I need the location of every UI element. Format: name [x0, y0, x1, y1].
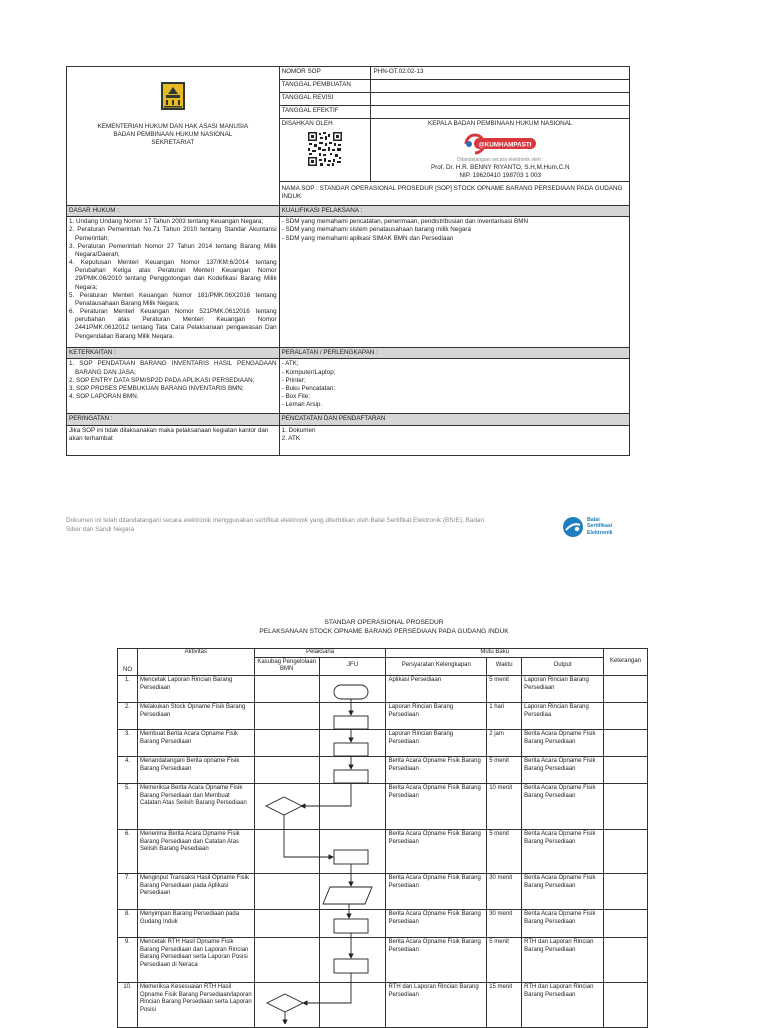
- pencatatan-cell: [279, 425, 629, 455]
- dasar-hukum-label: DASAR HUKUM :: [67, 206, 280, 217]
- dasar-hukum-item: 4. Keputusan Menteri Keuangan Nomor 137/KM.6/2014 tentang Perubahan Ketiga atas Peraturan Menteri Keuangan Nomor 29/PMK.06/2010 tentang Penggotongan dan Kodefikasi Barang Milik Negara;: [69, 259, 277, 291]
- row-persyaratan: Berita Acara Opname Fisik Barang Persediaan: [386, 873, 487, 909]
- institution-line-1: KEMENTERIAN HUKUM DAN HAK ASASI MANUSIA: [97, 123, 249, 130]
- sop-header-table: [66, 66, 630, 456]
- peralatan-item: - Buku Pencatatan;: [281, 384, 336, 392]
- tanggal-pembuatan-label: TANGGAL PEMBUATAN: [279, 80, 371, 93]
- col-no: NO: [118, 649, 138, 676]
- peralatan-label: PERALATAN / PERLENGKAPAN :: [279, 348, 629, 359]
- bsre-line-2: Sertifikasi: [587, 523, 613, 530]
- row-keterangan: [603, 982, 647, 1027]
- row-output: Berita Acara Opname Fisik Barang Persediaan: [522, 909, 604, 937]
- row-output: RTH dan Laporan Rincian Barang Persediaan: [522, 937, 604, 982]
- signer-name: Prof. Dr. H.R. BENNY RIYANTO, S.H,M.Hum,C.N: [430, 163, 570, 171]
- pencatatan-item: 1. Dokumen: [281, 426, 316, 434]
- row-no: 7.: [118, 873, 138, 909]
- row-waktu: 5 menit: [487, 675, 522, 702]
- row-persyaratan: Aplikasi Persediaan: [386, 675, 487, 702]
- row-output: Berita Acara Opname Fisik Barang Persediaan: [522, 873, 604, 909]
- tanggal-revisi-value: [371, 93, 630, 106]
- table-row: [118, 702, 648, 729]
- procedure-title-1: STANDAR OPERASIONAL PROSEDUR: [324, 619, 444, 626]
- row-output: RTH dan Laporan Rincian Barang Persediaan: [522, 982, 604, 1027]
- row-jfu: [319, 729, 386, 756]
- table-row: [118, 729, 648, 756]
- peralatan-item: - Box File;: [281, 393, 310, 401]
- col-aktivitas: Aktivitas: [137, 649, 254, 676]
- row-persyaratan: Berita Acara Opname Fisik Barang Persediaan: [386, 909, 487, 937]
- row-kasubag: [254, 702, 319, 729]
- col-persyaratan: Persyaratan Kelengkapan: [386, 657, 487, 675]
- procedure-title-2: PELAKSANAAN STOCK OPNAME BARANG PERSEDIAAN PADA GUDANG INDUK: [259, 628, 509, 635]
- disahkan-cell: [279, 119, 371, 182]
- pencatatan-label: PENCATATAN DAN PENDAFTARAN: [279, 414, 629, 425]
- row-no: 2.: [118, 702, 138, 729]
- row-output: Berita Acara Opname Fisik Barang Persediaan: [522, 756, 604, 783]
- kualifikasi-item: - SDM yang memahami sistem penatausahaan barang milik Negara: [281, 226, 471, 234]
- row-aktivitas: Menginput Transaksi Hasil Opname Fisik Barang Persediaan pada Aplikasi Persediaan: [137, 873, 254, 909]
- row-keterangan: [603, 729, 647, 756]
- pencatatan-item: 2. ATK: [281, 434, 301, 442]
- dasar-hukum-item: 6. Peraturan Menteri Keuangan Nomor 521PMK.0612016 tentang perubahan atas Peraturan Menteri Keuangan Nomor 2441PMK.0612012 tentang Tata Cara Pelaksanaan pengawasan Dan Pengendalian Barang Milik Neqara.: [69, 308, 277, 340]
- row-kasubag: [254, 829, 319, 873]
- row-kasubag: [254, 675, 319, 702]
- dasar-hukum-item: 1. Undang Undang Nomor 17 Tahun 2003 tentang Keuangan Negara;: [69, 218, 264, 226]
- dasar-hukum-cell: [67, 217, 280, 348]
- row-keterangan: [603, 829, 647, 873]
- row-aktivitas: Memeriksa Kesesuaian RTH Hasil Opname Fisik Barang Persediaan/laporan Rincian Barang Persediaan serta Laporan Posisi: [137, 982, 254, 1027]
- institution-cell: [67, 67, 280, 206]
- institution-line-2: BADAN PEMBINAAN HUKUM NASIONAL: [113, 131, 233, 139]
- tanggal-revisi-label: TANGGAL REVISI: [279, 93, 371, 106]
- row-keterangan: [603, 702, 647, 729]
- row-aktivitas: Melakukan Stock Opname Fisik Barang Persediaan: [137, 702, 254, 729]
- col-waktu: Waktu: [487, 657, 522, 675]
- dasar-hukum-item: 2. Peraturan Pemerintah No.71 Tahun 2010 tentang Standar Akuntansi Pemerintah;: [69, 226, 277, 242]
- peralatan-item: - ATK;: [281, 360, 299, 368]
- row-no: 9.: [118, 937, 138, 982]
- row-aktivitas: Memeriksa Berita Acara Opname Fisik Barang Persediaan dan Membuat Catatan Atas Selisih Barang Persediaan: [137, 783, 254, 829]
- row-waktu: 5 menit: [487, 829, 522, 873]
- row-output: Berita Acara Opname Fisik Barang Persediaan: [522, 829, 604, 873]
- keterkaitan-item: 4. SOP LAPORAN BMN.: [69, 393, 139, 401]
- table-row: [118, 783, 648, 829]
- row-keterangan: [603, 783, 647, 829]
- svg-text:@KUMHAMPASTI: @KUMHAMPASTI: [478, 141, 532, 149]
- col-pelaksana: Pelaksana: [254, 649, 386, 658]
- row-persyaratan: Berita Acara Opname Fisik Barang Persediaan: [386, 756, 487, 783]
- row-persyaratan: Laporan Rincian Barang Persediaan: [386, 729, 487, 756]
- tanggal-pembuatan-value: [371, 80, 630, 93]
- kualifikasi-item: - SDM yang memahami aplikasi SIMAK BMN dan Persediaan: [281, 234, 454, 242]
- peringatan-label: PERINGATAN :: [67, 414, 280, 425]
- tanggal-efektif-value: [371, 106, 630, 119]
- signer-title: KEPALA BADAN PEMBINAAN HUKUM NASIONAL: [428, 120, 573, 127]
- sign-note: Ditandatangani secara elektronik oleh :: [457, 157, 544, 164]
- table-row: [118, 756, 648, 783]
- row-aktivitas: Membuat Berita Acara Opname Fisik Barang Persediaan: [137, 729, 254, 756]
- signer-cell: [371, 119, 630, 182]
- row-jfu: [319, 909, 386, 937]
- row-waktu: 10 menit: [487, 783, 522, 829]
- nomor-sop-value: PHN-OT.02.02-13: [371, 67, 630, 80]
- row-aktivitas: Mencetak RTH Hasil Opname Fisik Barang Persediaan dan Laporan Rincian Barang Persediaan serta Laporan Posisi Persediaan di Neraca: [137, 937, 254, 982]
- kemenkumham-logo: [160, 81, 186, 111]
- institution-line-3: SEKRETARIAT: [151, 139, 195, 147]
- row-jfu: [319, 982, 386, 1027]
- row-kasubag: [254, 982, 319, 1027]
- row-aktivitas: Menandatangani Berita opname Fisik Barang Persediaan: [137, 756, 254, 783]
- row-jfu: [319, 783, 386, 829]
- table-row: [118, 909, 648, 937]
- row-output: Berita Acara Opname Fisik Barang Persediaan: [522, 729, 604, 756]
- row-waktu: 30 menit: [487, 873, 522, 909]
- row-kasubag: [254, 909, 319, 937]
- esign-footer-note: Dokumen ini telah ditandatangani secara elektronik menggunakan sertifikat elektronik yang diterbitkan oleh Balai Sertifikat Elektronik (BSrE), Badan Siber dan Sandi Negara: [66, 517, 485, 533]
- bsre-emblem-icon: [562, 516, 584, 538]
- table-row: [118, 829, 648, 873]
- dasar-hukum-item: 3. Peraturan Pemerintah Nomor 27 Tahun 2014 tentang Barang Milik Negara/Daerah;: [69, 242, 277, 258]
- row-keterangan: [603, 937, 647, 982]
- col-kasubag: Kasubag Pengelolaan BMN: [254, 657, 319, 675]
- col-output: Output: [522, 657, 604, 675]
- row-waktu: 30 menit: [487, 909, 522, 937]
- row-no: 10.: [118, 982, 138, 1027]
- peralatan-cell: [279, 359, 629, 414]
- bsre-line-3: Elektronik: [587, 529, 613, 536]
- table-row: [118, 675, 648, 702]
- row-keterangan: [603, 873, 647, 909]
- row-no: 4.: [118, 756, 138, 783]
- table-row: [118, 937, 648, 982]
- disahkan-label: DISAHKAN OLEH: [281, 120, 333, 127]
- row-kasubag: [254, 783, 319, 829]
- tanggal-efektif-label: TANGGAL EFEKTIF: [279, 106, 371, 119]
- row-keterangan: [603, 756, 647, 783]
- peralatan-item: - Komputer/Laptop;: [281, 368, 336, 376]
- keterkaitan-label: KETERKAITAN :: [67, 348, 280, 359]
- bsre-signature-stamp: [460, 132, 540, 156]
- row-kasubag: [254, 729, 319, 756]
- keterkaitan-item: 2. SOP ENTRY DATA SPM/SP2D PADA APLIKASI PERSEDIAAN;: [69, 376, 255, 384]
- signer-nip: NIP. 19620410 198703 1 003: [459, 171, 541, 179]
- row-waktu: 5 menit: [487, 756, 522, 783]
- row-kasubag: [254, 937, 319, 982]
- row-jfu: [319, 702, 386, 729]
- row-jfu: [319, 829, 386, 873]
- row-keterangan: [603, 675, 647, 702]
- row-aktivitas: Menyimpan Barang Persediaan pada Gudang Induk: [137, 909, 254, 937]
- row-jfu: [319, 756, 386, 783]
- col-mutu: Mutu Baku: [386, 649, 604, 658]
- keterkaitan-item: 3. SOP PROSES PEMBUKUAN BARANG INVENTARIS BMN;: [69, 384, 244, 392]
- keterkaitan-cell: [67, 359, 280, 414]
- dasar-hukum-item: 5. Peraturan Menteri Keuangan Nomor 181/PMK.06X2016 tentang Penatausahaan Barang Milik Negara;: [69, 291, 277, 307]
- bsre-logo: [562, 516, 632, 538]
- peralatan-item: - Lemari Arsip.: [281, 401, 323, 409]
- table-row: [118, 873, 648, 909]
- row-aktivitas: Mencetak Laporan Rincian Barang Persediaan: [137, 675, 254, 702]
- row-jfu: [319, 873, 386, 909]
- row-waktu: 2 jam: [487, 729, 522, 756]
- row-output: Laporan Rincian Barang Persediaa: [522, 702, 604, 729]
- nomor-sop-label: NOMOR SOP: [279, 67, 371, 80]
- row-no: 8.: [118, 909, 138, 937]
- row-aktivitas: Menerima Berita Acara Opname Fisik Barang Persediaan dan Catatan Atas Selisih Barang Pesediaan: [137, 829, 254, 873]
- row-no: 5.: [118, 783, 138, 829]
- procedure-table: [117, 648, 648, 1028]
- row-waktu: 15 menit: [487, 982, 522, 1027]
- row-kasubag: [254, 756, 319, 783]
- row-jfu: [319, 675, 386, 702]
- row-persyaratan: Berita Acara Opname Fisik Barang Persediaan: [386, 937, 487, 982]
- row-no: 3.: [118, 729, 138, 756]
- peralatan-item: - Printer;: [281, 376, 306, 384]
- row-keterangan: [603, 909, 647, 937]
- row-waktu: 1 hari: [487, 702, 522, 729]
- kualifikasi-cell: [279, 217, 629, 348]
- row-persyaratan: Berita Acara Opname Fisik Barang Persediaan: [386, 783, 487, 829]
- row-persyaratan: RTH dan Laporan Rincian Barang Persediaan: [386, 982, 487, 1027]
- row-no: 1.: [118, 675, 138, 702]
- bsre-line-1: Balai: [587, 517, 600, 523]
- peringatan-text: Jika SOP ini tidak dilaksanakan maka pelaksanaan kegiatan kantor dan akan terhambat: [67, 425, 280, 455]
- table-row: [118, 982, 648, 1027]
- row-kasubag: [254, 873, 319, 909]
- col-keterangan: Keterangan: [603, 649, 647, 676]
- row-no: 6.: [118, 829, 138, 873]
- row-jfu: [319, 937, 386, 982]
- row-output: Laporan Rincian Barang Persediaan: [522, 675, 604, 702]
- qr-code-icon: [307, 131, 343, 167]
- row-persyaratan: Laporan Rincian Barang Persediaan: [386, 702, 487, 729]
- col-jfu: JFU: [319, 657, 386, 675]
- row-waktu: 5 menit: [487, 937, 522, 982]
- row-persyaratan: Berita Acara Opname Fisik Barang Persediaan: [386, 829, 487, 873]
- nama-sop: NAMA SOP : STANDAR OPERASIONAL PROSEDUR [SOP] STOCK OPNAME BARANG PERSEDIAAN PADA GUDANG INDUK: [279, 182, 629, 206]
- kualifikasi-item: - SDM yang memahami pencatatan, penerimaan, pendistribusian dan inventarisasi BMN: [281, 218, 528, 226]
- keterkaitan-item: 1. SOP PENDATAAN BARANG INVENTARIS HASIL PENGADAAN BARANG DAN JASA;: [69, 360, 277, 376]
- kualifikasi-label: KUALIFIKASI PELAKSANA :: [279, 206, 629, 217]
- row-output: Berita Acara Opname Fisik Barang Persediaan: [522, 783, 604, 829]
